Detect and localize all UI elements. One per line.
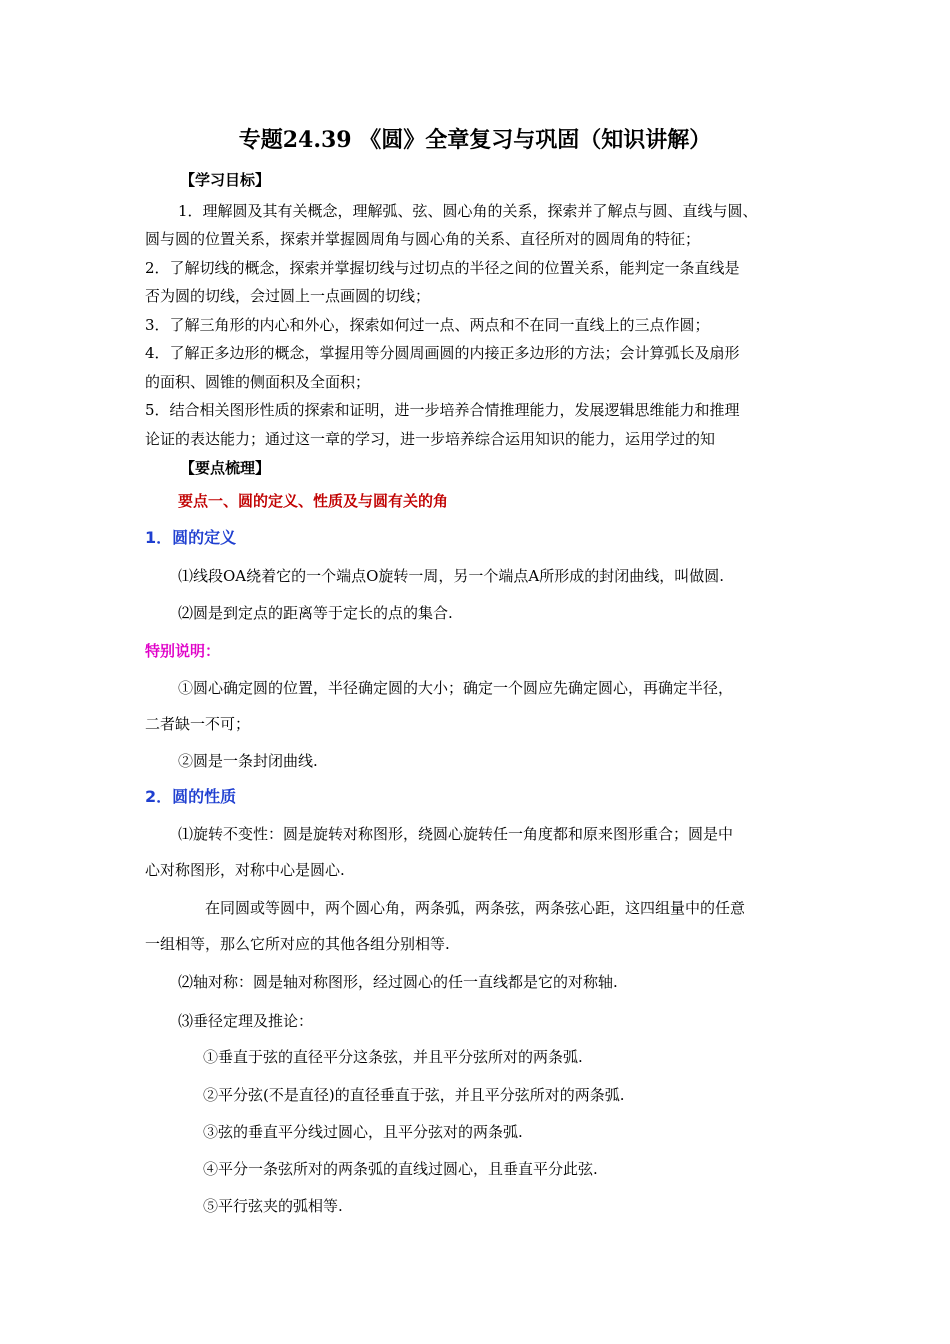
section-properties-heading: 2．圆的性质 <box>145 787 237 806</box>
theorem-item: ②平分弦(不是直径)的直径垂直于弦，并且平分弦所对的两条弧. <box>203 1086 625 1104</box>
definition-item: ⑵圆是到定点的距离等于定长的点的集合. <box>178 604 453 622</box>
objectives-heading: 【学习目标】 <box>180 171 271 189</box>
theorem-item: ④平分一条弦所对的两条弧的直线过圆心，且垂直平分此弦. <box>203 1160 598 1178</box>
property-line: 在同圆或等圆中，两个圆心角，两条弧，两条弦，两条弦心距，这四组量中的任意 <box>205 899 746 917</box>
note-item: ①圆心确定圆的位置，半径确定圆的大小；确定一个圆应先确定圆心，再确定半径， <box>178 679 734 697</box>
note-item: 二者缺一不可； <box>145 715 251 733</box>
section-definition-heading: 1．圆的定义 <box>145 528 237 547</box>
objective-line: 3．了解三角形的内心和外心，探索如何过一点、两点和不在同一直线上的三点作圆； <box>145 316 710 334</box>
property-line: ⑶垂径定理及推论： <box>178 1012 314 1030</box>
point-one-heading: 要点一、圆的定义、性质及与圆有关的角 <box>178 492 449 510</box>
objective-line: 2．了解切线的概念，探索并掌握切线与过切点的半径之间的位置关系，能判定一条直线是 <box>145 259 740 277</box>
theorem-item: ①垂直于弦的直径平分这条弦，并且平分弦所对的两条弧. <box>203 1048 583 1066</box>
note-item: ②圆是一条封闭曲线. <box>178 752 318 770</box>
property-line: 一组相等，那么它所对应的其他各组分别相等. <box>145 935 450 953</box>
objective-line: 否为圆的切线，会过圆上一点画圆的切线； <box>145 287 431 305</box>
objective-line: 论证的表达能力；通过这一章的学习，进一步培养综合运用知识的能力，运用学过的知 <box>145 430 716 448</box>
property-line: ⑵轴对称：圆是轴对称图形，经过圆心的任一直线都是它的对称轴. <box>178 973 618 991</box>
objective-line: 5．结合相关图形性质的探索和证明，进一步培养合情推理能力，发展逻辑思维能力和推理 <box>145 401 740 419</box>
theorem-item: ⑤平行弦夹的弧相等. <box>203 1197 343 1215</box>
objective-line: 4．了解正多边形的概念，掌握用等分圆周画圆的内接正多边形的方法；会计算弧长及扇形 <box>145 344 740 362</box>
objective-line: 1．理解圆及其有关概念，理解弧、弦、圆心角的关系，探索并了解点与圆、直线与圆、 <box>178 202 758 220</box>
document-title: 专题24.39 《圆》全章复习与巩固（知识讲解） <box>238 127 712 153</box>
definition-item: ⑴线段OA绕着它的一个端点O旋转一周，另一个端点A所形成的封闭曲线，叫做圆. <box>178 567 725 585</box>
summary-heading: 【要点梳理】 <box>180 459 271 477</box>
note-heading: 特别说明： <box>145 642 221 660</box>
property-line: 心对称图形，对称中心是圆心. <box>145 861 345 879</box>
objective-line: 的面积、圆锥的侧面积及全面积； <box>145 373 371 391</box>
theorem-item: ③弦的垂直平分线过圆心，且平分弦对的两条弧. <box>203 1123 523 1141</box>
property-line: ⑴旋转不变性：圆是旋转对称图形，绕圆心旋转任一角度都和原来图形重合；圆是中 <box>178 825 734 843</box>
objective-line: 圆与圆的位置关系，探索并掌握圆周角与圆心角的关系、直径所对的圆周角的特征； <box>145 230 701 248</box>
